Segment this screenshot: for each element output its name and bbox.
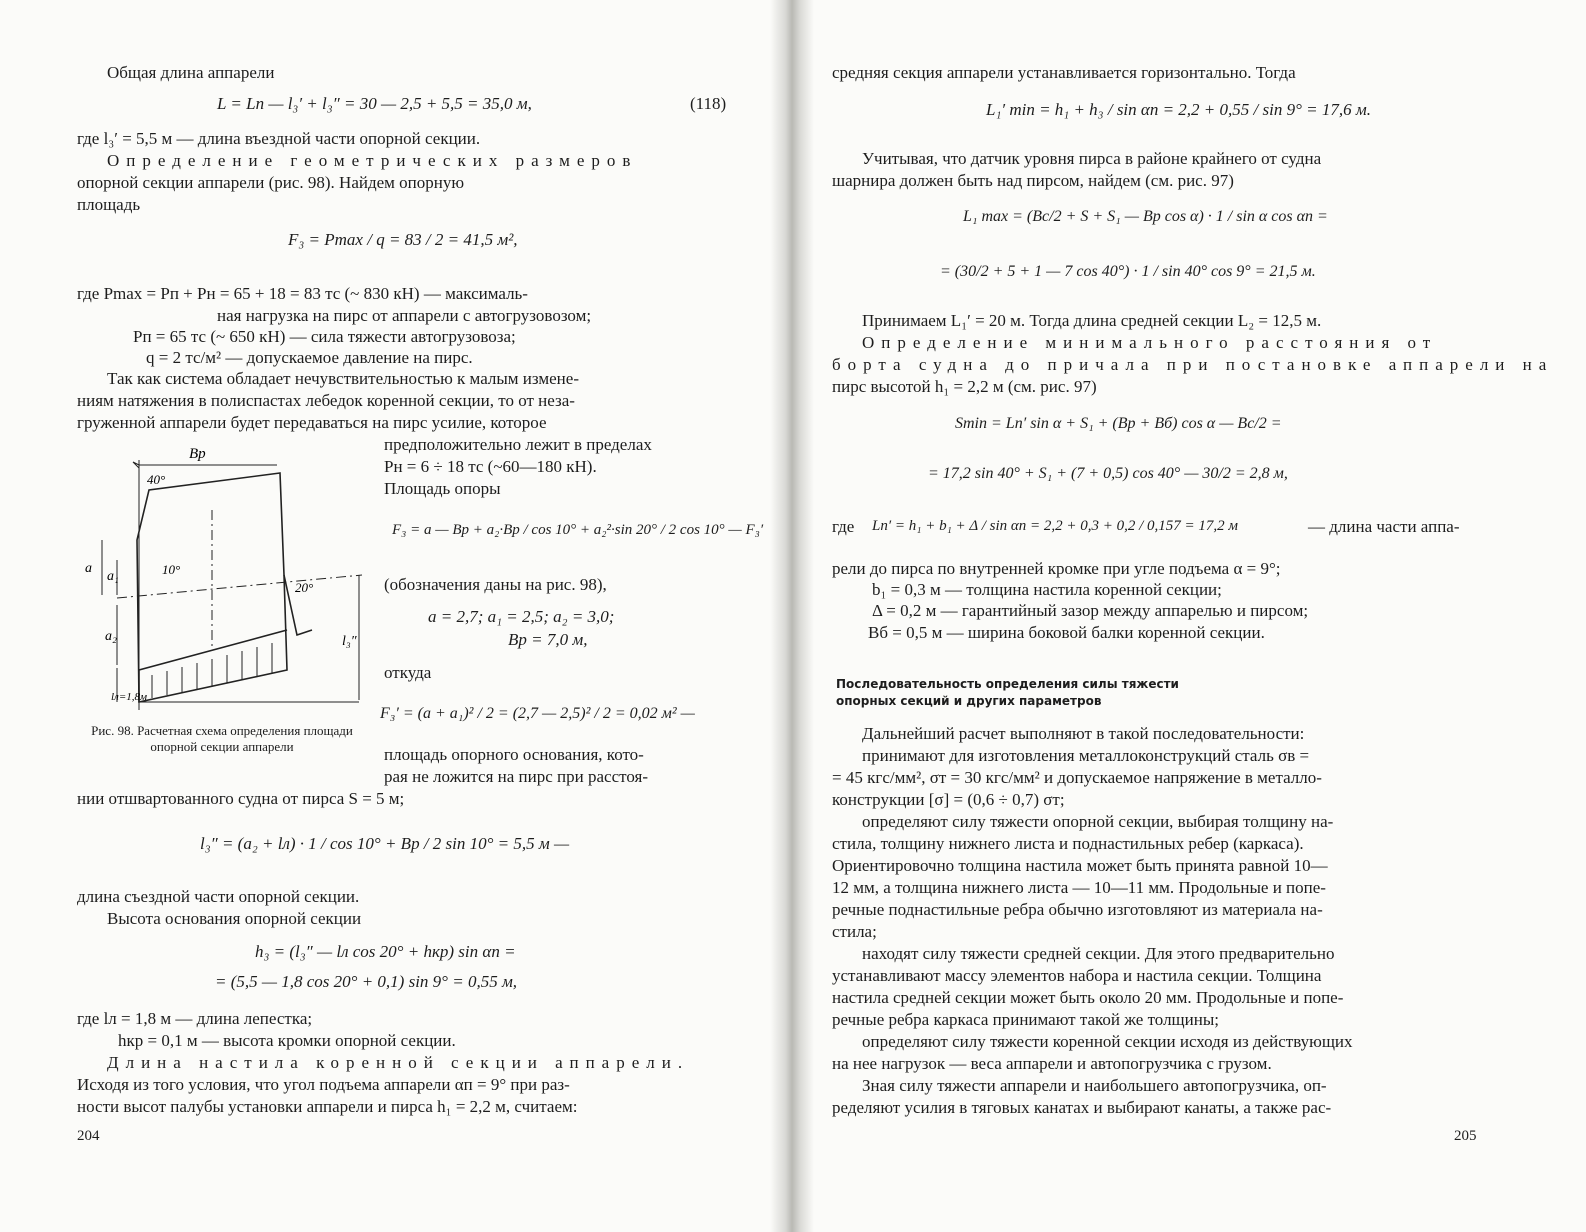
text-line: определяют силу тяжести коренной секции исходя из действующих — [862, 1032, 1353, 1051]
page-number: 205 — [1454, 1128, 1477, 1144]
text-line: Дальнейший расчет выполняют в такой последовательности: — [862, 724, 1305, 743]
text-line: площадь опорного основания, кото- — [384, 745, 644, 764]
text-line: речные ребра каркаса принимают такой же толщины; — [832, 1010, 1219, 1029]
text-line: длина съездной части опорной секции. — [77, 887, 360, 906]
text-line: Общая длина аппарели — [107, 63, 275, 82]
svg-text:Bр: Bр — [189, 446, 206, 462]
text-line: стила; — [832, 922, 877, 941]
text-line: где l₃′ = 5,5 м — длина въездной части опорной секции. — [77, 129, 481, 148]
formula: = 17,2 sin 40° + S₁ + (7 + 0,5) cos 40° — 30/2 = 2,8 м, — [928, 465, 1288, 482]
formula-number: (118) — [690, 94, 727, 113]
section-heading: Последовательность определения силы тяжести — [836, 677, 1179, 691]
text-line: принимают для изготовления металлоконструкций сталь σв = — [862, 746, 1310, 765]
formula: = (5,5 — 1,8 cos 20° + 0,1) sin 9° = 0,55 м, — [215, 972, 518, 991]
text-line: Ориентировочно толщина настила может быть принята равной 10— — [832, 856, 1328, 875]
formula: = (30/2 + 5 + 1 — 7 cos 40°) · 1 / sin 40° cos 9° = 21,5 м. — [940, 263, 1316, 280]
svg-text:l₃″: l₃″ — [342, 634, 357, 649]
text-line: устанавливают массу элементов набора и настила секции. Толщина — [832, 966, 1322, 985]
text-line: Высота основания опорной секции — [107, 909, 362, 928]
text-line: на нее нагрузок — веса аппарели и автопогрузчика с грузом. — [832, 1054, 1272, 1073]
text-line: Pн = 6 ÷ 18 тс (~60—180 кН). — [384, 457, 597, 476]
text-line: ности высот палубы установки аппарели и пирса h₁ = 2,2 м, считаем: — [77, 1097, 578, 1116]
text-line: груженной аппарели будет передаваться на пирс усилие, которое — [77, 413, 547, 432]
text-line: (обозначения даны на рис. 98), — [384, 575, 607, 594]
text-line: ределяют усилия в тяговых канатах и выбирают канаты, а также рас- — [832, 1098, 1332, 1117]
text-line: Bб = 0,5 м — ширина боковой балки коренной секции. — [868, 623, 1265, 642]
formula: a = 2,7; a₁ = 2,5; a₂ = 3,0; — [428, 607, 615, 626]
formula: F₃′ = (a + a₁)² / 2 = (2,7 — 2,5)² / 2 = 0,02 м² — — [380, 705, 695, 722]
formula: F₃ = a — Bр + a₂·Bр / cos 10° + a₂²·sin 20° / 2 cos 10° — F₃′ — [392, 522, 764, 538]
svg-text:a₁: a₁ — [107, 569, 119, 584]
formula: L₁ max = (Bс/2 + S + S₁ — Bр cos α) · 1 / sin α cos αп = — [963, 208, 1328, 225]
formula: F₃ = Pmax / q = 83 / 2 = 41,5 м², — [288, 230, 518, 249]
text-line: ниям натяжения в полиспастах лебедок коренной секции, то от неза- — [77, 391, 575, 410]
text-line: опорной секции аппарели (рис. 98). Найдем опорную — [77, 173, 465, 192]
section-lead: Длина настила коренной секции аппарели. — [107, 1053, 690, 1072]
text-line: нии отшвартованного судна от пирса S = 5 м; — [77, 789, 405, 808]
formula: L₁′ min = h₁ + h₃ / sin αп = 2,2 + 0,55 / sin 9° = 17,6 м. — [986, 100, 1371, 119]
page-number: 204 — [77, 1128, 100, 1144]
text-line: стила, толщину нижнего листа и поднастильных ребер (каркаса). — [832, 834, 1304, 853]
formula: Lп′ = h₁ + b₁ + Δ / sin αп = 2,2 + 0,3 + 0,2 / 0,157 = 17,2 м — [872, 518, 1238, 534]
text-line: q = 2 тс/м² — допускаемое давление на пирс. — [146, 348, 473, 367]
svg-text:20°: 20° — [295, 580, 314, 595]
figure-98-diagram — [77, 440, 377, 710]
text-line: Площадь опоры — [384, 479, 501, 498]
text-line: определяют силу тяжести опорной секции, выбирая толщину на- — [862, 812, 1334, 831]
text-line: шарнира должен быть над пирсом, найдем (см. рис. 97) — [832, 171, 1234, 190]
text-line: 12 мм, а толщина нижнего листа — 10—11 мм. Продольные и попе- — [832, 878, 1326, 897]
text-line: Так как система обладает нечувствительностью к малым измене- — [107, 369, 579, 388]
text-line: где — [832, 517, 855, 536]
figure-caption: Рис. 98. Расчетная схема определения площади опорной секции аппарели — [91, 723, 353, 754]
text-line: откуда — [384, 663, 432, 682]
text-line: Учитывая, что датчик уровня пирса в районе крайнего от судна — [862, 149, 1322, 168]
svg-text:40°: 40° — [147, 472, 166, 487]
text-line: предположительно лежит в пределах — [384, 435, 652, 454]
section-lead: борта судна до причала при постановке аппарели на — [832, 355, 1554, 374]
text-line: находят силу тяжести средней секции. Для этого предварительно — [862, 944, 1335, 963]
text-line: рели до пирса по внутренней кромке при угле подъема α = 9°; — [832, 559, 1281, 578]
formula: h₃ = (l₃″ — lл cos 20° + hкр) sin αп = — [255, 942, 516, 961]
section-lead: Определение минимального расстояния от — [862, 333, 1438, 352]
formula: l₃″ = (a₂ + lл) · 1 / cos 10° + Bр / 2 sin 10° = 5,5 м — — [200, 834, 570, 853]
svg-text:lл=1,8м: lл=1,8м — [111, 691, 148, 703]
section-heading: опорных секций и других параметров — [836, 694, 1102, 708]
right-page — [800, 0, 1586, 1232]
text-line: = 45 кгс/мм², σт = 30 кгс/мм² и допускаемое напряжение в металло- — [832, 768, 1322, 787]
svg-text:a: a — [85, 561, 92, 576]
text-line: средняя секция аппарели устанавливается горизонтально. Тогда — [832, 63, 1296, 82]
text-line: — длина части аппа- — [1308, 517, 1460, 536]
text-line: речные поднастильные ребра обычно изготовляют из материала на- — [832, 900, 1323, 919]
formula: Bр = 7,0 м, — [508, 630, 588, 649]
text-line: где lл = 1,8 м — длина лепестка; — [77, 1009, 313, 1028]
text-line: Δ = 0,2 м — гарантийный зазор между аппарелью и пирсом; — [872, 601, 1309, 620]
text-line: конструкции [σ] = (0,6 ÷ 0,7) σт; — [832, 790, 1065, 809]
text-line: площадь — [77, 195, 141, 214]
text-line: Зная силу тяжести аппарели и наибольшего автопогрузчика, оп- — [862, 1076, 1327, 1095]
left-page — [0, 0, 775, 1232]
text-line: Pп = 65 тс (~ 650 кН) — сила тяжести автогрузовоза; — [133, 327, 516, 346]
text-line: ная нагрузка на пирс от аппарели с автогрузовозом; — [217, 306, 592, 325]
formula: L = Lп — l₃′ + l₃″ = 30 — 2,5 + 5,5 = 35,0 м, — [217, 94, 532, 113]
text-line: Исходя из того условия, что угол подъема аппарели αп = 9° при раз- — [77, 1075, 570, 1094]
text-line: Принимаем L₁′ = 20 м. Тогда длина средней секции L₂ = 12,5 м. — [862, 311, 1322, 330]
text-line: рая не ложится на пирс при расстоя- — [384, 767, 648, 786]
text-line: b₁ = 0,3 м — толщина настила коренной секции; — [872, 580, 1222, 599]
svg-text:10°: 10° — [162, 562, 181, 577]
text-line: пирс высотой h₁ = 2,2 м (см. рис. 97) — [832, 377, 1097, 396]
text-line: настила средней секции может быть около 20 мм. Продольные и попе- — [832, 988, 1344, 1007]
text-line: где Pmax = Pп + Pн = 65 + 18 = 83 тс (~ 830 кН) — максималь- — [77, 284, 528, 303]
svg-text:a₂: a₂ — [105, 629, 117, 644]
text-line: hкр = 0,1 м — высота кромки опорной секции. — [118, 1031, 456, 1050]
formula: Smin = Lп′ sin α + S₁ + (Bр + Bб) cos α — Bс/2 = — [955, 415, 1282, 432]
section-lead: Определение геометрических размеров — [107, 151, 638, 170]
